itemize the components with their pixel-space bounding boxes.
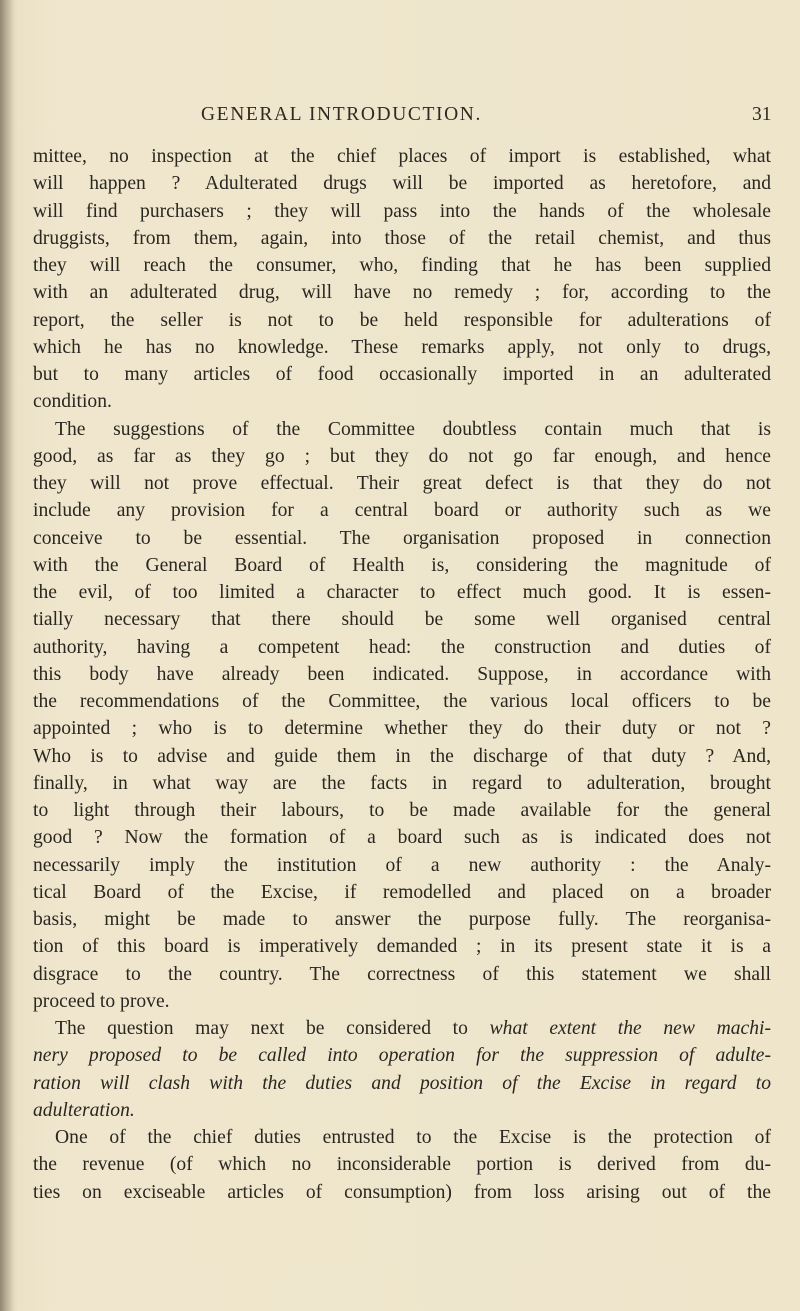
text-line: they will not prove effectual. Their great defect is that they do not: [33, 473, 771, 494]
text-line: which he has no knowledge. These remarks apply, not only to drugs,: [33, 336, 771, 358]
text-line: will happen ? Adulterated drugs will be imported as heretofore, and: [33, 173, 771, 195]
text-line: proceed to prove.: [33, 990, 170, 1012]
text-line: tion of this board is imperatively demanded ; in its present state it is a: [33, 936, 771, 958]
text-line-mixed: [33, 1015, 771, 1042]
text-line: One of the chief duties entrusted to the Excise is the protection of: [55, 1127, 771, 1148]
text-line: conceive to be essential. The organisation proposed in connection: [33, 527, 771, 549]
text-line: mittee, no inspection at the chief places of import is established, what: [33, 146, 771, 167]
text-line: adulteration.: [33, 1099, 135, 1121]
text-line: disgrace to the country. The correctness of this statement we shall: [33, 963, 771, 985]
text-line: druggists, from them, again, into those of the retail chemist, and thus: [33, 227, 771, 249]
text-line: but to many articles of food occasionally imported in an adulterated: [33, 364, 771, 385]
text-line: ties on exciseable articles of consumption) from loss arising out of the: [33, 1181, 771, 1203]
text-line: condition.: [33, 391, 112, 413]
binding-gutter-shadow: [0, 0, 14, 1311]
running-title: GENERAL INTRODUCTION.: [201, 104, 482, 125]
text-line: basis, might be made to answer the purpose fully. The reorganisa-: [33, 909, 771, 930]
text-line: good ? Now the formation of a board such as is indicated does not: [33, 827, 771, 849]
text-line: this body have already been indicated. Suppose, in accordance with: [33, 663, 771, 685]
text-line: the evil, of too limited a character to effect much good. It is essen-: [33, 582, 771, 603]
page-number: 31: [752, 104, 772, 125]
italic-run: what extent the new machi-: [489, 1018, 772, 1039]
text-line: report, the seller is not to be held responsible for adulterations of: [33, 309, 771, 331]
text-line: appointed ; who is to determine whether they do their duty or not ?: [33, 718, 771, 740]
text-line: good, as far as they go ; but they do not go far enough, and hence: [33, 445, 771, 467]
body-text: [33, 143, 771, 1206]
text-line: with an adulterated drug, will have no remedy ; for, according to the: [33, 282, 771, 304]
text-line: will find purchasers ; they will pass into the hands of the wholesale: [33, 200, 771, 222]
running-header: [0, 104, 800, 134]
text-line: authority, having a competent head: the construction and duties of: [33, 636, 771, 658]
text-line: necessarily imply the institution of a new authority : the Analy-: [33, 854, 771, 876]
text-line: tical Board of the Excise, if remodelled and placed on a broader: [33, 881, 771, 903]
text-line: nery proposed to be called into operation for the suppression of adulte-: [33, 1045, 771, 1067]
text-line: finally, in what way are the facts in regard to adulteration, brought: [33, 772, 771, 794]
text-line: the recommendations of the Committee, the various local officers to be: [33, 691, 771, 712]
text-line: include any provision for a central board or authority such as we: [33, 500, 771, 522]
text-line: Who is to advise and guide them in the discharge of that duty ? And,: [33, 745, 771, 767]
text-line: ration will clash with the duties and position of the Excise in regard to: [33, 1072, 771, 1094]
text-line: they will reach the consumer, who, finding that he has been supplied: [33, 255, 771, 276]
text-line: to light through their labours, to be made available for the general: [33, 800, 771, 821]
text-line: The suggestions of the Committee doubtless contain much that is: [55, 418, 771, 440]
text-line: with the General Board of Health is, considering the magnitude of: [33, 554, 771, 576]
text-line: the revenue (of which no inconsiderable portion is derived from du-: [33, 1154, 771, 1176]
text-line: tially necessary that there should be some well organised central: [33, 609, 771, 631]
text-run: The question may next be considered to: [55, 1018, 468, 1039]
